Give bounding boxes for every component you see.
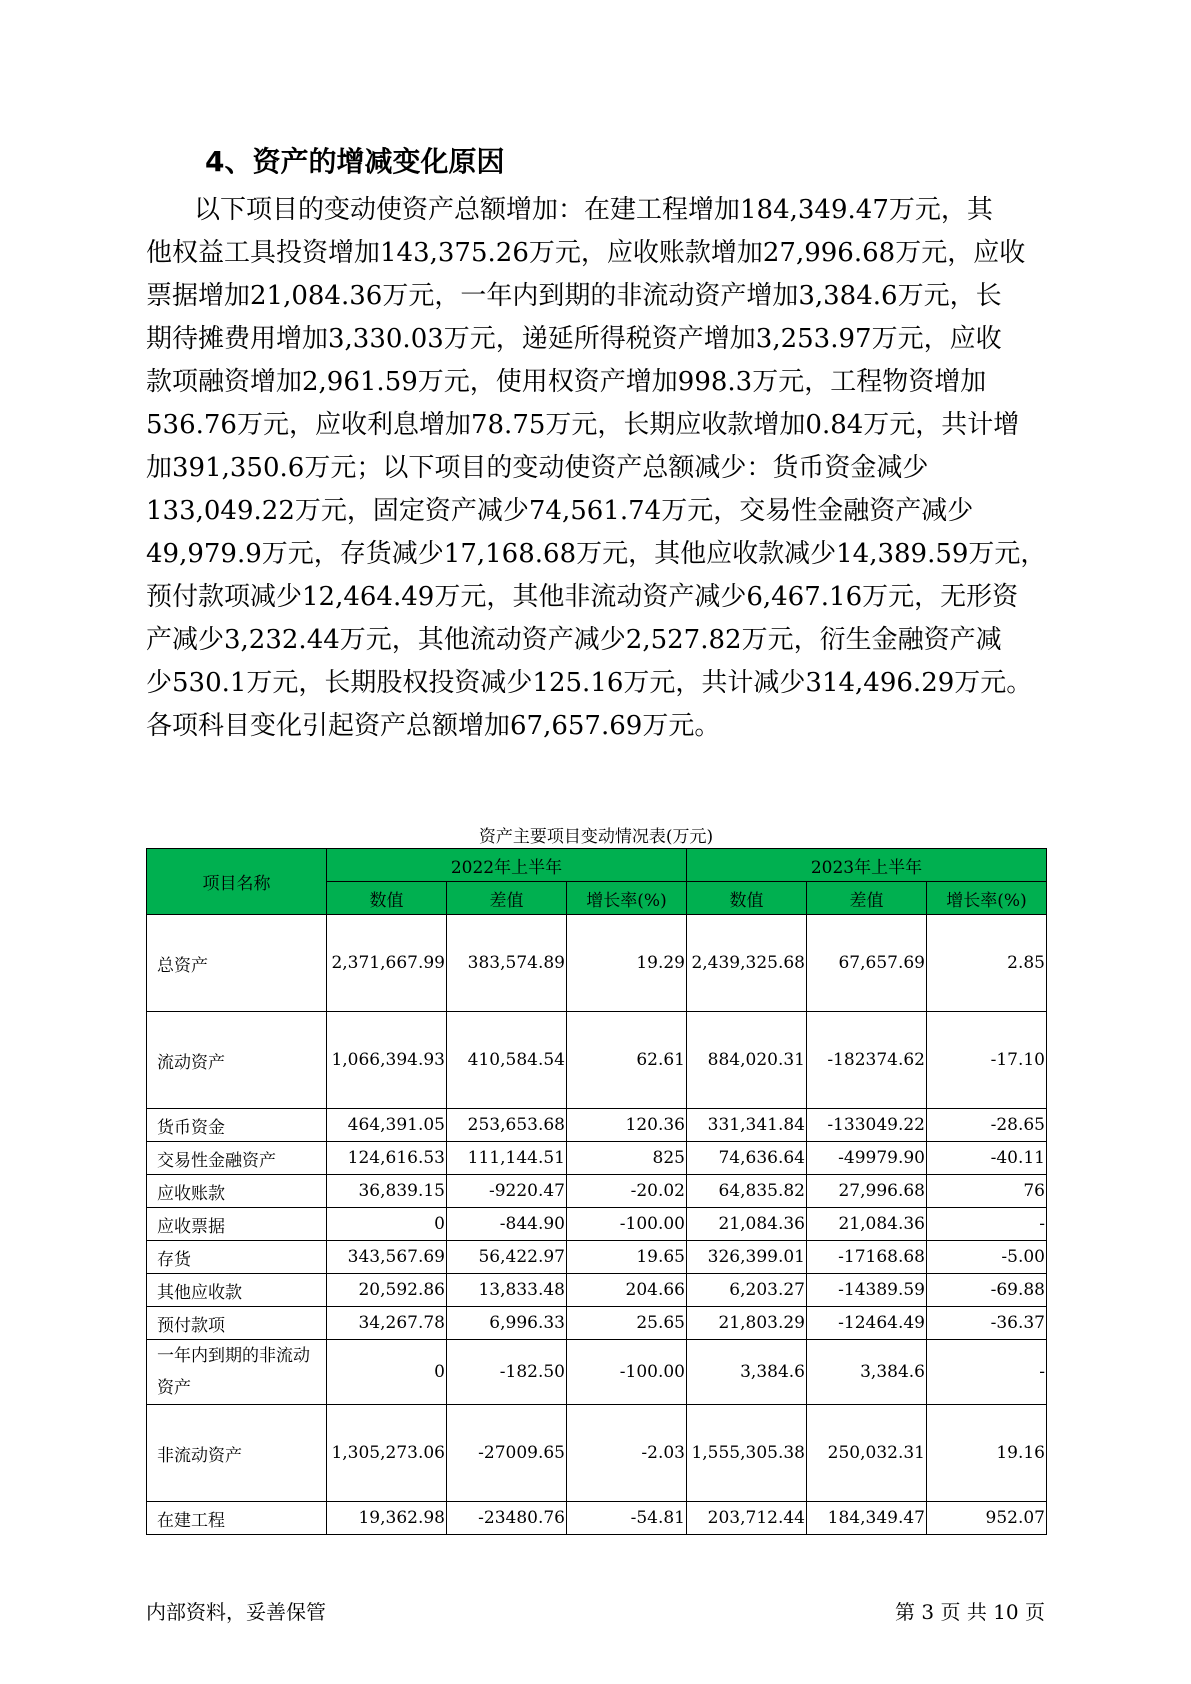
cell-value-2023: 1,555,305.38 bbox=[687, 1405, 807, 1502]
cell-value-2022: 20,592.86 bbox=[327, 1274, 447, 1307]
row-name: 预付款项 bbox=[147, 1307, 327, 1340]
header-project-name: 项目名称 bbox=[147, 849, 327, 915]
paragraph-line: 133,049.22万元，固定资产减少74,561.74万元，交易性金融资产减少 bbox=[146, 496, 974, 526]
cell-diff-2023: 21,084.36 bbox=[807, 1208, 927, 1241]
cell-diff-2023: -12464.49 bbox=[807, 1307, 927, 1340]
table-row bbox=[147, 1142, 1047, 1175]
cell-value-2023: 326,399.01 bbox=[687, 1241, 807, 1274]
table-row bbox=[147, 915, 1047, 1012]
header-value-2023: 数值 bbox=[687, 882, 807, 915]
cell-rate-2022: 25.65 bbox=[567, 1307, 687, 1340]
header-diff-2023: 差值 bbox=[807, 882, 927, 915]
table-row bbox=[147, 1274, 1047, 1307]
paragraph-line: 款项融资增加2,961.59万元，使用权资产增加998.3万元，工程物资增加 bbox=[146, 367, 987, 397]
header-diff-2022: 差值 bbox=[447, 882, 567, 915]
cell-value-2022: 124,616.53 bbox=[327, 1142, 447, 1175]
cell-value-2023: 64,835.82 bbox=[687, 1175, 807, 1208]
cell-diff-2022: 410,584.54 bbox=[447, 1012, 567, 1109]
cell-diff-2023: 27,996.68 bbox=[807, 1175, 927, 1208]
row-name: 应收账款 bbox=[147, 1175, 327, 1208]
cell-rate-2022: -20.02 bbox=[567, 1175, 687, 1208]
cell-rate-2022: -2.03 bbox=[567, 1405, 687, 1502]
cell-rate-2023: 76 bbox=[927, 1175, 1047, 1208]
cell-diff-2022: -27009.65 bbox=[447, 1405, 567, 1502]
table-row bbox=[147, 1340, 1047, 1405]
table-row bbox=[147, 1012, 1047, 1109]
cell-rate-2023: -28.65 bbox=[927, 1109, 1047, 1142]
cell-diff-2022: -844.90 bbox=[447, 1208, 567, 1241]
cell-value-2022: 2,371,667.99 bbox=[327, 915, 447, 1012]
cell-rate-2022: 19.65 bbox=[567, 1241, 687, 1274]
cell-value-2023: 2,439,325.68 bbox=[687, 915, 807, 1012]
cell-value-2023: 203,712.44 bbox=[687, 1502, 807, 1535]
cell-diff-2022: -182.50 bbox=[447, 1340, 567, 1405]
cell-rate-2022: 825 bbox=[567, 1142, 687, 1175]
cell-diff-2023: 67,657.69 bbox=[807, 915, 927, 1012]
cell-diff-2023: 250,032.31 bbox=[807, 1405, 927, 1502]
cell-diff-2023: 184,349.47 bbox=[807, 1502, 927, 1535]
cell-value-2022: 0 bbox=[327, 1340, 447, 1405]
cell-diff-2022: -9220.47 bbox=[447, 1175, 567, 1208]
cell-value-2023: 331,341.84 bbox=[687, 1109, 807, 1142]
cell-rate-2022: 120.36 bbox=[567, 1109, 687, 1142]
table-row bbox=[147, 1208, 1047, 1241]
cell-value-2023: 884,020.31 bbox=[687, 1012, 807, 1109]
cell-rate-2023: -40.11 bbox=[927, 1142, 1047, 1175]
table-row bbox=[147, 1241, 1047, 1274]
cell-diff-2023: -14389.59 bbox=[807, 1274, 927, 1307]
cell-diff-2022: 253,653.68 bbox=[447, 1109, 567, 1142]
table-row bbox=[147, 1502, 1047, 1535]
cell-rate-2023: -5.00 bbox=[927, 1241, 1047, 1274]
cell-rate-2023: -17.10 bbox=[927, 1012, 1047, 1109]
row-name: 货币资金 bbox=[147, 1109, 327, 1142]
cell-value-2023: 6,203.27 bbox=[687, 1274, 807, 1307]
cell-diff-2022: 6,996.33 bbox=[447, 1307, 567, 1340]
cell-diff-2023: -17168.68 bbox=[807, 1241, 927, 1274]
cell-value-2023: 21,084.36 bbox=[687, 1208, 807, 1241]
cell-diff-2023: -49979.90 bbox=[807, 1142, 927, 1175]
cell-rate-2022: 19.29 bbox=[567, 915, 687, 1012]
row-name: 其他应收款 bbox=[147, 1274, 327, 1307]
paragraph-line: 各项科目变化引起资产总额增加67,657.69万元。 bbox=[146, 711, 721, 741]
table-row bbox=[147, 1307, 1047, 1340]
paragraph-line: 少530.1万元，长期股权投资减少125.16万元，共计减少314,496.29万元。 bbox=[146, 668, 1033, 698]
cell-value-2023: 3,384.6 bbox=[687, 1340, 807, 1405]
row-name: 存货 bbox=[147, 1241, 327, 1274]
cell-rate-2023: -69.88 bbox=[927, 1274, 1047, 1307]
paragraph-line: 他权益工具投资增加143,375.26万元，应收账款增加27,996.68万元，应收 bbox=[146, 238, 1026, 268]
cell-value-2022: 343,567.69 bbox=[327, 1241, 447, 1274]
cell-diff-2023: -182374.62 bbox=[807, 1012, 927, 1109]
row-name: 一年内到期的非流动资产 bbox=[147, 1340, 327, 1405]
table-row bbox=[147, 1175, 1047, 1208]
table-caption: 资产主要项目变动情况表(万元) bbox=[478, 827, 714, 847]
footer-confidential-note: 内部资料，妥善保管 bbox=[146, 1600, 326, 1624]
cell-value-2022: 19,362.98 bbox=[327, 1502, 447, 1535]
cell-value-2022: 464,391.05 bbox=[327, 1109, 447, 1142]
cell-value-2022: 36,839.15 bbox=[327, 1175, 447, 1208]
paragraph-line: 期待摊费用增加3,330.03万元，递延所得税资产增加3,253.97万元，应收 bbox=[146, 324, 1002, 354]
cell-diff-2022: 56,422.97 bbox=[447, 1241, 567, 1274]
paragraph-line: 49,979.9万元，存货减少17,168.68万元，其他应收款减少14,389.59万元， bbox=[146, 539, 1047, 569]
paragraph-line: 预付款项减少12,464.49万元，其他非流动资产减少6,467.16万元，无形资 bbox=[146, 582, 1019, 612]
cell-value-2022: 1,066,394.93 bbox=[327, 1012, 447, 1109]
cell-diff-2023: 3,384.6 bbox=[807, 1340, 927, 1405]
row-name: 在建工程 bbox=[147, 1502, 327, 1535]
cell-rate-2022: -100.00 bbox=[567, 1340, 687, 1405]
asset-change-table bbox=[146, 848, 1047, 1535]
paragraph-line: 以下项目的变动使资产总额增加：在建工程增加184,349.47万元，其 bbox=[194, 195, 993, 225]
cell-diff-2022: 383,574.89 bbox=[447, 915, 567, 1012]
row-name: 总资产 bbox=[147, 915, 327, 1012]
cell-value-2022: 34,267.78 bbox=[327, 1307, 447, 1340]
cell-diff-2022: 111,144.51 bbox=[447, 1142, 567, 1175]
row-name: 流动资产 bbox=[147, 1012, 327, 1109]
cell-diff-2022: -23480.76 bbox=[447, 1502, 567, 1535]
cell-rate-2023: 952.07 bbox=[927, 1502, 1047, 1535]
cell-rate-2022: 62.61 bbox=[567, 1012, 687, 1109]
header-rate-2023: 增长率(%) bbox=[927, 882, 1047, 915]
cell-value-2023: 21,803.29 bbox=[687, 1307, 807, 1340]
table-row bbox=[147, 1109, 1047, 1142]
cell-diff-2022: 13,833.48 bbox=[447, 1274, 567, 1307]
cell-rate-2022: 204.66 bbox=[567, 1274, 687, 1307]
header-group-2022: 2022年上半年 bbox=[327, 849, 687, 882]
paragraph-line: 加391,350.6万元；以下项目的变动使资产总额减少：货币资金减少 bbox=[146, 453, 929, 483]
cell-rate-2023: 19.16 bbox=[927, 1405, 1047, 1502]
paragraph-line: 产减少3,232.44万元，其他流动资产减少2,527.82万元，衍生金融资产减 bbox=[146, 625, 1002, 655]
header-group-2023: 2023年上半年 bbox=[687, 849, 1047, 882]
cell-rate-2022: -100.00 bbox=[567, 1208, 687, 1241]
cell-rate-2023: -36.37 bbox=[927, 1307, 1047, 1340]
footer-page-number: 第 3 页 共 10 页 bbox=[895, 1600, 1045, 1624]
cell-rate-2023: 2.85 bbox=[927, 915, 1047, 1012]
row-name: 应收票据 bbox=[147, 1208, 327, 1241]
table-row bbox=[147, 1405, 1047, 1502]
cell-rate-2023: - bbox=[927, 1340, 1047, 1405]
cell-rate-2022: -54.81 bbox=[567, 1502, 687, 1535]
row-name: 交易性金融资产 bbox=[147, 1142, 327, 1175]
paragraph-line: 536.76万元，应收利息增加78.75万元，长期应收款增加0.84万元，共计增 bbox=[146, 410, 1020, 440]
header-rate-2022: 增长率(%) bbox=[567, 882, 687, 915]
table-header-row-1 bbox=[147, 849, 1047, 882]
header-value-2022: 数值 bbox=[327, 882, 447, 915]
row-name: 非流动资产 bbox=[147, 1405, 327, 1502]
section-heading: 4、资产的增减变化原因 bbox=[205, 145, 505, 178]
cell-value-2022: 0 bbox=[327, 1208, 447, 1241]
paragraph-line: 票据增加21,084.36万元，一年内到期的非流动资产增加3,384.6万元，长 bbox=[146, 281, 1002, 311]
cell-value-2023: 74,636.64 bbox=[687, 1142, 807, 1175]
cell-rate-2023: - bbox=[927, 1208, 1047, 1241]
cell-diff-2023: -133049.22 bbox=[807, 1109, 927, 1142]
cell-value-2022: 1,305,273.06 bbox=[327, 1405, 447, 1502]
